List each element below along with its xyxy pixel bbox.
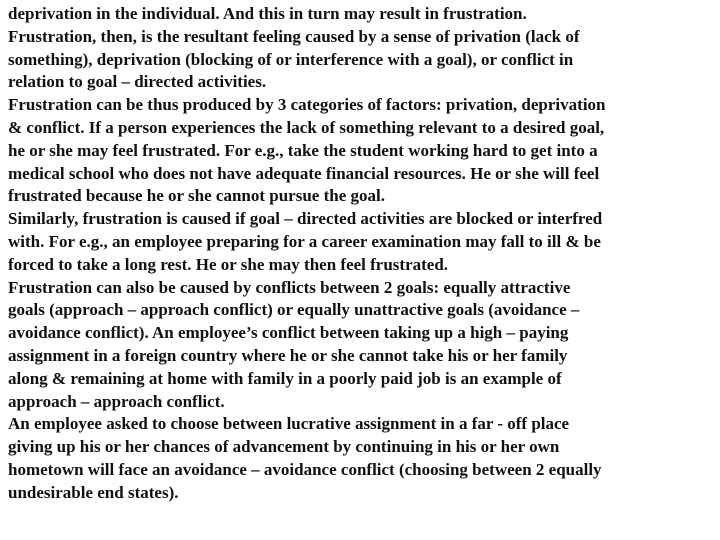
text-line: Frustration, then, is the resultant feeling caused by a sense of privation (lack of — [8, 26, 580, 46]
text-line: Similarly, frustration is caused if goal – directed activities are blocked or interfred — [8, 209, 603, 229]
text-line: along & remaining at home with family in a poorly paid job is an example of — [8, 368, 562, 388]
text-line: assignment in a foreign country where he or she cannot take his or her family — [8, 345, 568, 365]
text-line: hometown will face an avoidance – avoidance conflict (choosing between 2 equally — [8, 459, 602, 479]
text-line: Frustration can also be caused by conflicts between 2 goals: equally attractive — [8, 277, 571, 297]
text-line: frustrated because he or she cannot pursue the goal. — [8, 186, 385, 206]
text-line: avoidance conflict). An employee’s conflict between taking up a high – paying — [8, 323, 569, 343]
text-line: Frustration can be thus produced by 3 categories of factors: privation, deprivation — [8, 95, 606, 115]
text-line: approach – approach conflict. — [8, 391, 225, 411]
text-line: An employee asked to choose between lucrative assignment in a far - off place — [8, 414, 570, 434]
text-line: deprivation in the individual. And this in turn may result in frustration. — [8, 4, 527, 23]
text-line: giving up his or her chances of advancement by continuing in his or her own — [8, 437, 560, 457]
text-line: goals (approach – approach conflict) or equally unattractive goals (avoidance – — [8, 300, 580, 320]
text-line: medical school who does not have adequate financial resources. He or she will feel — [8, 163, 600, 183]
text-line: with. For e.g., an employee preparing for a career examination may fall to ill & be — [8, 231, 601, 251]
text-line: something), deprivation (blocking of or interference with a goal), or conflict in — [8, 49, 574, 69]
text-line: relation to goal – directed activities. — [8, 72, 267, 92]
text-line: & conflict. If a person experiences the lack of something relevant to a desired goal, — [8, 117, 605, 137]
text-line: forced to take a long rest. He or she may then feel frustrated. — [8, 254, 449, 274]
text-line: he or she may feel frustrated. For e.g., take the student working hard to get into a — [8, 140, 598, 160]
text-line: undesirable end states). — [8, 482, 179, 502]
